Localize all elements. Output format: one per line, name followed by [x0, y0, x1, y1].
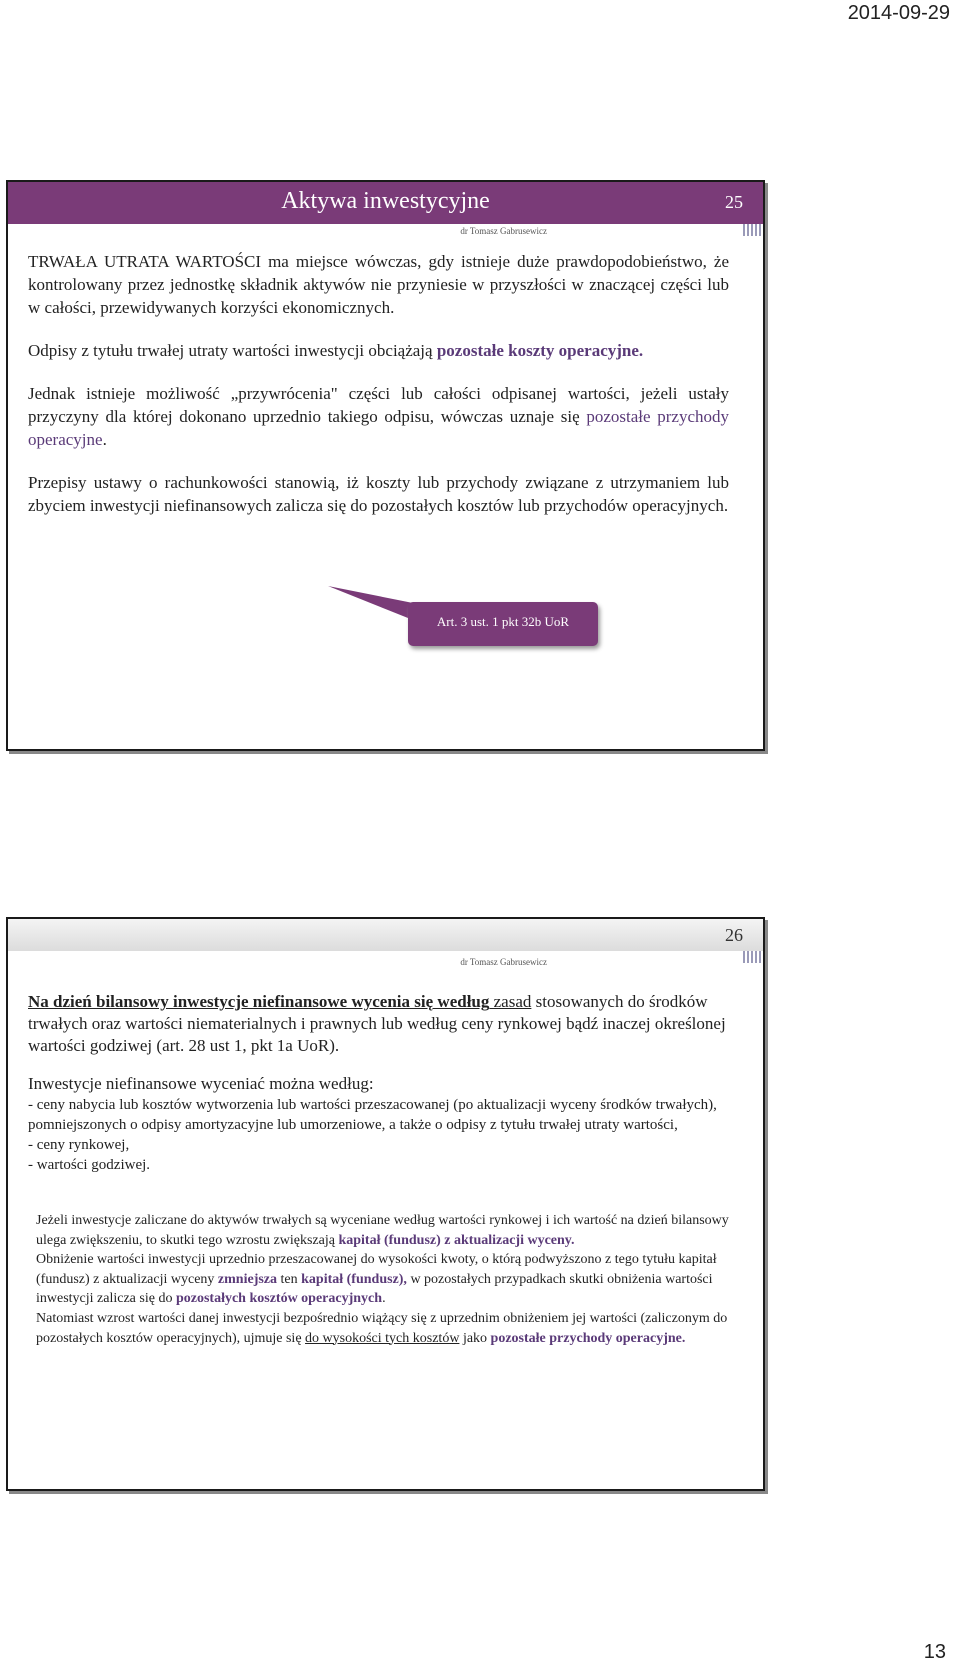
slide-title-bar: [8, 182, 763, 224]
legal-reference-callout: [408, 602, 598, 646]
valuation-methods-list: [28, 1073, 729, 1175]
slide-26: [6, 917, 765, 1491]
slide-title: Aktywa inwestycyjne: [281, 188, 490, 214]
note-reversal: Natomiast wzrost wartości danej inwestycji bezpośrednio wiążący się z uprzednim obniżeniem jej wartości (zaliczonym do pozostałych kosztów operacyjnych), ujmuje się do wysokości tych kosztów jako pozostałe przychody operacyjne.: [36, 1310, 728, 1346]
paragraph-reversal: Jednak istnieje możliwość „przywrócenia" części lub całości odpisanej wartości, jeżeli ustały przyczyny dla której dokonano uprzednio takiego odpisu, wówczas uznaje się pozostałe przychody operacyjne.: [28, 384, 730, 449]
author-label: dr Tomasz Gabrusewicz: [460, 226, 547, 236]
list-lead: Inwestycje niefinansowe wyceniać można według:: [28, 1074, 374, 1093]
slide-number: 26: [725, 925, 743, 945]
highlight-term: pozostałe koszty operacyjne.: [436, 341, 644, 360]
paragraph-impairment-definition: TRWAŁA UTRATA WARTOŚCI ma miejsce wówczas, gdy istnieje duże prawdopodobieństwo, że kontrolowany przez jednostkę składnik aktywów nie przyniesie w przyszłości w znaczącej części lub w całości, przewidywanych korzyści ekonomicznych.: [28, 252, 729, 317]
revaluation-notes: [36, 1211, 729, 1348]
list-item: - ceny rynkowej,: [28, 1137, 130, 1153]
slide-body: [28, 250, 729, 537]
paragraph-write-offs: Odpisy z tytułu trwałej utraty wartości inwestycji obciążają pozostałe koszty operacyjne.: [28, 341, 644, 360]
note-increase: Jeżeli inwestycje zaliczane do aktywów trwałych są wyceniane według wartości rynkowej i ich wartość na dzień bilansowy ulega zwiększeniu, to skutki tego wzrostu zwiększają kapitał (fundusz) z aktualizacji wyceny.: [36, 1213, 729, 1248]
page-number: 13: [923, 1641, 946, 1663]
slide-number: 25: [725, 192, 743, 212]
page-date: 2014-09-29: [847, 2, 950, 24]
paragraph-regulations: Przepisy ustawy o rachunkowości stanowią, iż koszty lub przychody związane z utrzymaniem lub zbyciem inwestycji niefinansowych zalicza się do pozostałych kosztów lub przychodów operacyjnych.: [28, 473, 729, 515]
highlight-term: pozostałe przychody operacyjne: [28, 407, 730, 449]
slide-25: [6, 180, 765, 751]
decorative-stripe: [743, 224, 763, 236]
note-decrease: Obniżenie wartości inwestycji uprzednio przeszacowanej do wysokości kwoty, o którą podwyższono z tego tytułu kapitał (fundusz) z aktualizacji wyceny zmniejsza ten kapitał (fundusz), w pozostałych przypadkach skutki obniżenia wartości inwestycji zalicza się do pozostałych kosztów operacyjnych.: [36, 1252, 717, 1307]
slide-body: [28, 991, 729, 1175]
list-item: - ceny nabycia lub kosztów wytworzenia lub wartości przeszacowanej (po aktualizacji wyceny środków trwałych), pomniejszonych o odpisy amortyzacyjne lub umorzeniowe, a także o odpisy z tytułu trwałej utraty wartości,: [28, 1097, 717, 1133]
author-label: dr Tomasz Gabrusewicz: [460, 957, 547, 967]
list-item: - wartości godziwej.: [28, 1157, 151, 1173]
decorative-stripe: [743, 951, 763, 963]
callout-label: Art. 3 ust. 1 pkt 32b UoR: [436, 614, 570, 629]
paragraph-valuation-rule: Na dzień bilansowy inwestycje niefinansowe wycenia się według zasad stosowanych do środków trwałych oraz wartości niematerialnych i prawnych lub według ceny rynkowej bądź inaczej określonej wartości godziwej (art. 28 ust 1, pkt 1a UoR).: [28, 992, 726, 1055]
slide-title-bar: [8, 919, 763, 951]
